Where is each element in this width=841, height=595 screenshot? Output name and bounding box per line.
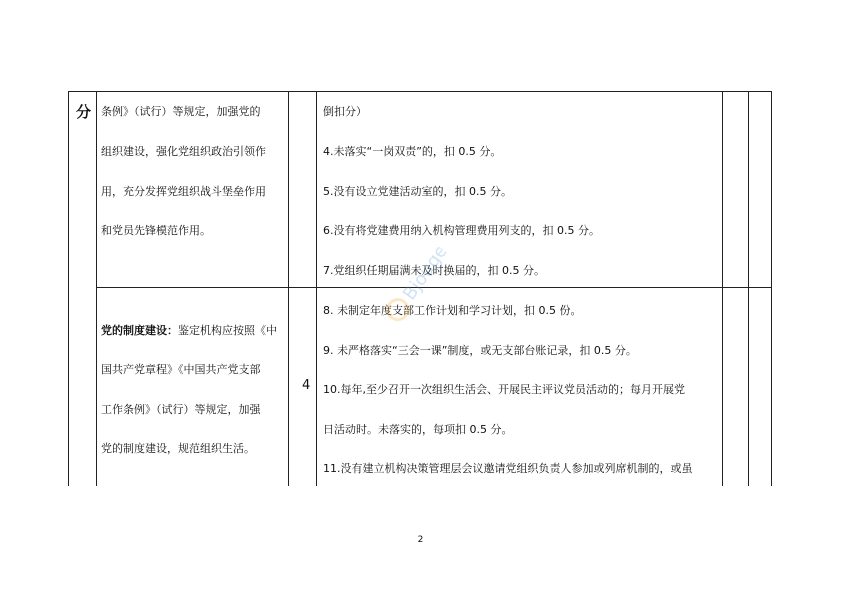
col-border-6 — [771, 91, 772, 486]
row1-right-line-2: 5.没有设立党建活动室的，扣 0.5 分。 — [323, 185, 512, 198]
col-border-3 — [316, 91, 317, 486]
row2-score: 4 — [302, 378, 311, 393]
row1-left-line-3: 和党员先锋模范作用。 — [101, 224, 211, 237]
row1-right-line-1: 4.未落实“一岗双责”的，扣 0.5 分。 — [323, 145, 502, 158]
row-separator — [96, 287, 772, 288]
row2-left-first-rest: 鉴定机构应按照《中 — [178, 324, 277, 337]
row1-left-line-2: 用，充分发挥党组织战斗堡垒作用 — [101, 185, 266, 198]
row2-right-line-0: 8. 未制定年度支部工作计划和学习计划，扣 0.5 份。 — [323, 304, 582, 317]
row2-left-line-2: 工作条例》（试行）等规定，加强 — [101, 403, 261, 416]
watermark-text: Bjouge — [399, 241, 452, 305]
section-char: 分 — [76, 103, 92, 121]
row1-left-line-1: 组织建设，强化党组织政治引领作 — [101, 145, 266, 158]
row1-left-line-0: 条例》（试行）等规定，加强党的 — [101, 105, 261, 118]
row1-right-line-0: 倒扣分） — [323, 105, 367, 118]
col-border-4 — [722, 91, 723, 486]
row2-right-line-3: 日活动时。未落实的，每项扣 0.5 分。 — [323, 423, 513, 436]
row1-right-line-4: 7.党组织任期届满未及时换届的，扣 0.5 分。 — [323, 264, 545, 277]
col-border-5 — [748, 91, 749, 486]
col-border-2 — [288, 91, 289, 486]
page-number: 2 — [417, 535, 424, 545]
table-top-border — [68, 91, 772, 92]
row2-left-line-3: 党的制度建设，规范组织生活。 — [101, 442, 255, 455]
col-border-1 — [96, 91, 97, 486]
row2-right-line-4: 11.没有建立机构决策管理层会议邀请党组织负责人参加或列席机制的，或虽 — [323, 462, 693, 475]
row2-left-bold-label: 党的制度建设： — [101, 324, 178, 337]
row1-right-line-3: 6.没有将党建费用纳入机构管理费用列支的，扣 0.5 分。 — [323, 224, 600, 237]
row2-left-line-1: 国共产党章程》《中国共产党支部 — [101, 363, 261, 376]
row2-left-line-0 — [101, 322, 277, 338]
col-border-0 — [68, 91, 69, 486]
row2-right-line-1: 9. 未严格落实“三会一课”制度，或无支部台账记录，扣 0.5 分。 — [323, 344, 637, 357]
row2-right-line-2: 10.每年,至少召开一次组织生活会、开展民主评议党员活动的；每月开展党 — [323, 383, 685, 396]
